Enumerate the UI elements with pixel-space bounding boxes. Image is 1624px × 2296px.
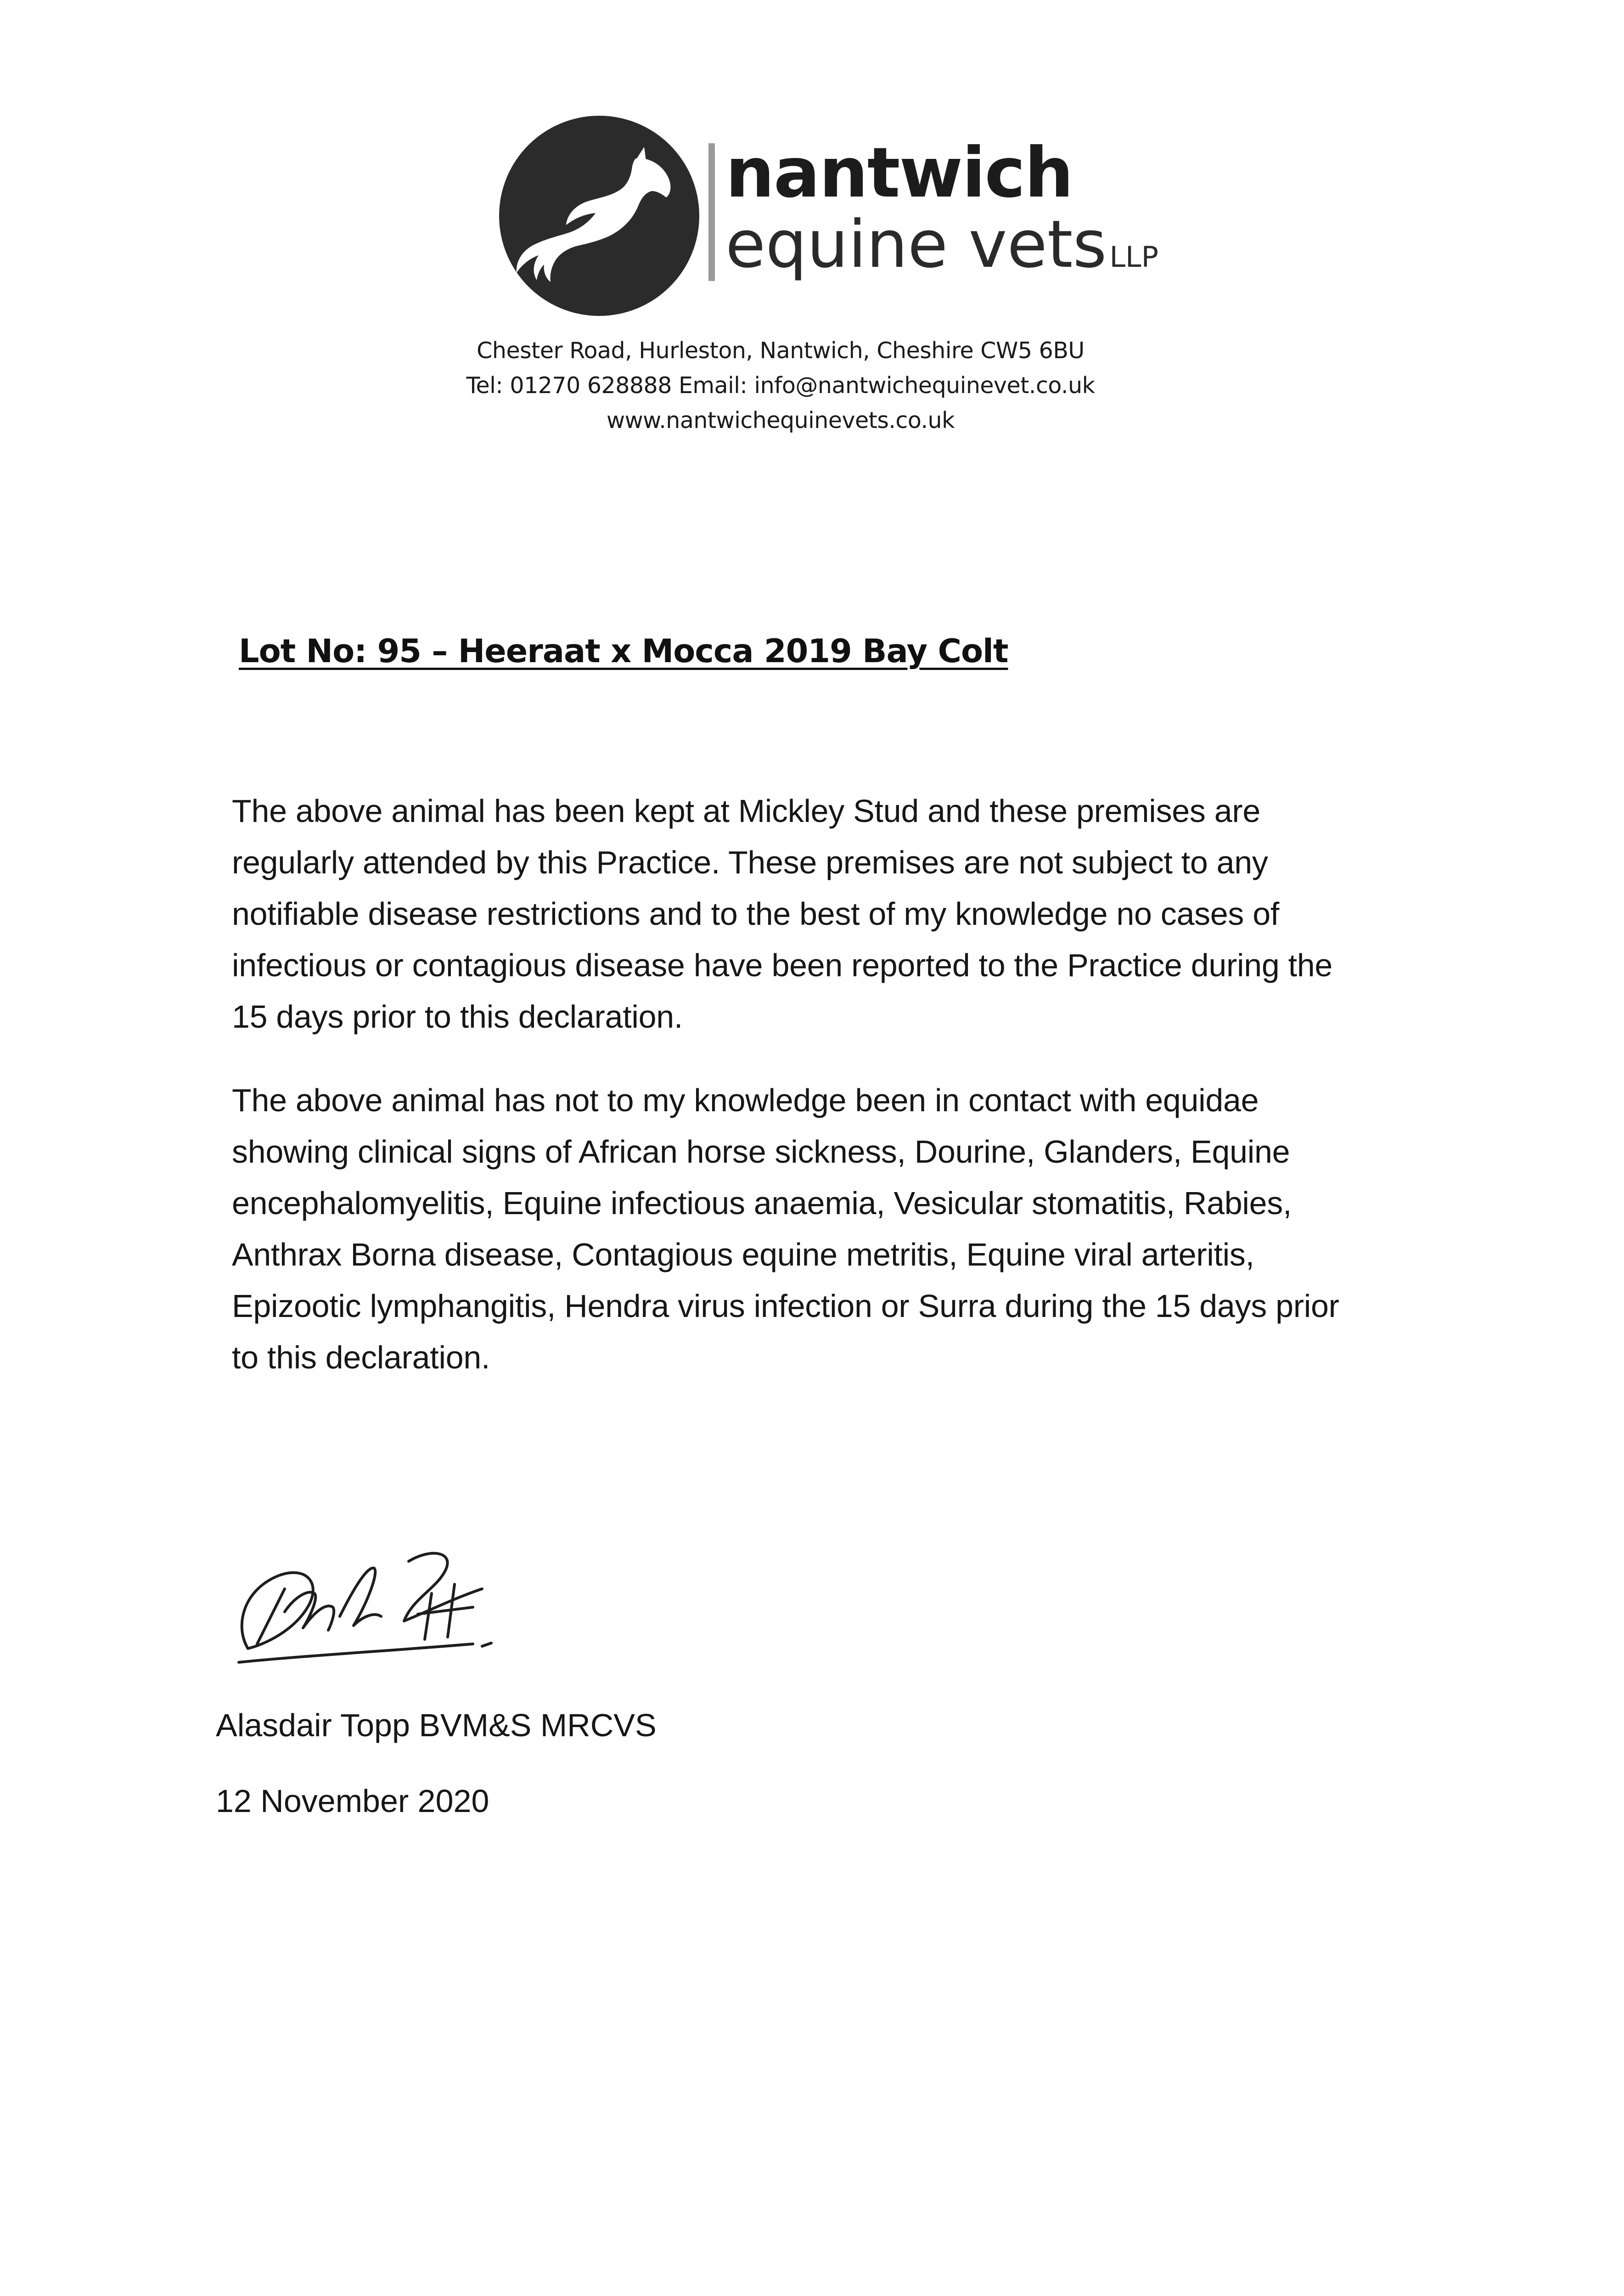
declaration-paragraph-1 xyxy=(232,785,1444,1042)
paragraph-line: notifiable disease restrictions and to the best of my knowledge no cases of xyxy=(232,896,1280,932)
paragraph-line: The above animal has not to my knowledge been in contact with equidae xyxy=(232,1082,1259,1118)
paragraph-line: Anthrax Borna disease, Contagious equine metritis, Equine viral arteritis, xyxy=(232,1237,1254,1272)
letterhead-address-block xyxy=(459,333,1102,438)
paragraph-line: encephalomyelitis, Equine infectious anaemia, Vesicular stomatitis, Rabies, xyxy=(232,1185,1292,1221)
brand-name-main: equine vets xyxy=(725,207,1107,282)
horse-logo-icon xyxy=(498,115,700,317)
paragraph-line: to this declaration. xyxy=(232,1339,490,1375)
letterhead-contact: Tel: 01270 628888 Email: info@nantwichequinevet.co.uk xyxy=(466,372,1095,399)
lot-heading: Lot No: 95 – Heeraat x Mocca 2019 Bay Colt xyxy=(239,632,1008,670)
brand-name-line1: nantwich xyxy=(725,133,1073,213)
letterhead-address: Chester Road, Hurleston, Nantwich, Cheshire CW5 6BU xyxy=(477,338,1085,364)
declaration-paragraph-2 xyxy=(232,1075,1444,1383)
letterhead-website: www.nantwichequinevets.co.uk xyxy=(607,407,955,433)
paragraph-line: showing clinical signs of African horse sickness, Dourine, Glanders, Equine xyxy=(232,1134,1290,1170)
paragraph-line: regularly attended by this Practice. These premises are not subject to any xyxy=(232,844,1268,880)
paragraph-line: infectious or contagious disease have been reported to the Practice during the xyxy=(232,947,1333,983)
brand-name-suffix: LLP xyxy=(1109,240,1158,274)
paragraph-line: The above animal has been kept at Mickley Stud and these premises are xyxy=(232,793,1261,829)
paragraph-line: 15 days prior to this declaration. xyxy=(232,999,683,1035)
signatory-name: Alasdair Topp BVM&S MRCVS xyxy=(216,1707,657,1743)
logo-divider xyxy=(708,143,715,281)
handwritten-signature xyxy=(216,1534,546,1671)
signature-date: 12 November 2020 xyxy=(216,1783,489,1819)
paragraph-line: Epizootic lymphangitis, Hendra virus infection or Surra during the 15 days prior xyxy=(232,1288,1339,1324)
brand-name-line2 xyxy=(725,207,1158,282)
